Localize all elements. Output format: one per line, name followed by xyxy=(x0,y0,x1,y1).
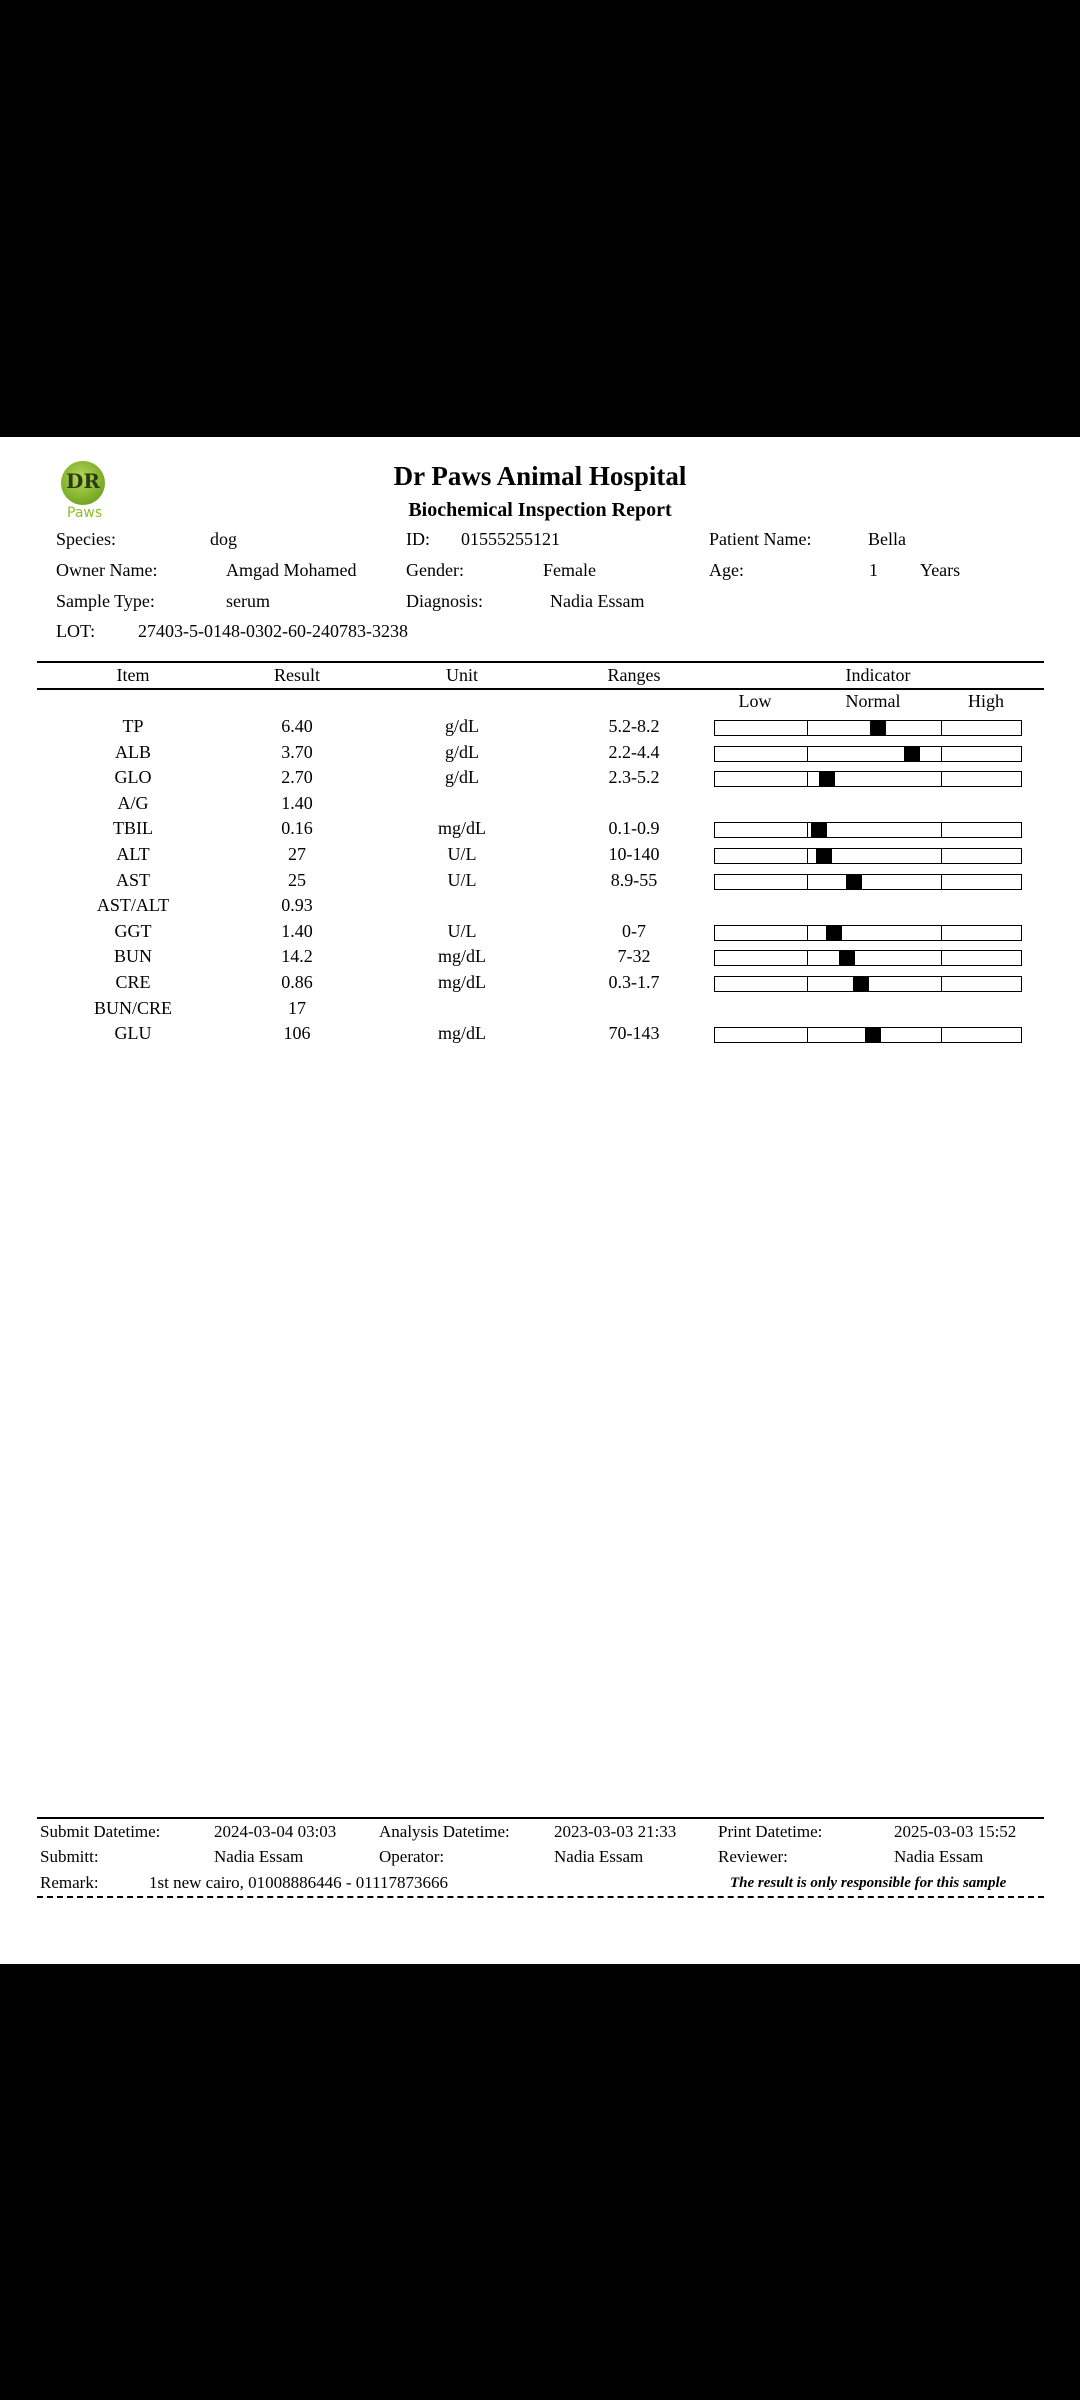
indicator-bar xyxy=(714,874,1022,890)
row-range: 0-7 xyxy=(622,921,646,941)
normal-high-divider xyxy=(941,874,942,890)
low-normal-divider xyxy=(807,822,808,838)
indicator-marker xyxy=(904,746,920,762)
row-unit: mg/dL xyxy=(438,818,486,838)
indicator-marker xyxy=(826,925,842,941)
diagnosis-value: Nadia Essam xyxy=(550,591,645,611)
indicator-bar xyxy=(714,1027,1022,1043)
table-top-rule xyxy=(37,661,1044,663)
low-normal-divider xyxy=(807,925,808,941)
footer-rule xyxy=(37,1817,1044,1819)
row-result: 0.16 xyxy=(281,818,313,838)
id-value: 01555255121 xyxy=(461,529,560,549)
row-range: 70-143 xyxy=(608,1023,660,1043)
low-normal-divider xyxy=(807,720,808,736)
row-range: 0.3-1.7 xyxy=(608,972,660,992)
row-result: 3.70 xyxy=(281,742,313,762)
operator-label: Operator: xyxy=(379,1847,445,1866)
lot-label: LOT: xyxy=(56,621,96,641)
subheader-normal: Normal xyxy=(845,691,901,711)
owner-value: Amgad Mohamed xyxy=(226,560,357,580)
low-normal-divider xyxy=(807,771,808,787)
table-header-rule xyxy=(37,688,1044,690)
footer-dashed-rule xyxy=(37,1896,1044,1898)
indicator-bar xyxy=(714,771,1022,787)
row-result: 0.86 xyxy=(281,972,313,992)
submitter-label: Submitt: xyxy=(40,1847,99,1866)
row-result: 25 xyxy=(288,870,306,890)
hospital-name: Dr Paws Animal Hospital xyxy=(393,461,687,491)
low-normal-divider xyxy=(807,976,808,992)
normal-high-divider xyxy=(941,771,942,787)
row-range: 8.9-55 xyxy=(610,870,658,890)
row-result: 106 xyxy=(283,1023,311,1043)
normal-high-divider xyxy=(941,822,942,838)
analysis-datetime-label: Analysis Datetime: xyxy=(379,1822,510,1841)
lot-value: 27403-5-0148-0302-60-240783-3238 xyxy=(138,621,408,641)
row-range: 10-140 xyxy=(608,844,660,864)
indicator-marker xyxy=(846,874,862,890)
row-result: 27 xyxy=(288,844,306,864)
row-range: 2.2-4.4 xyxy=(608,742,660,762)
submitter-value: Nadia Essam xyxy=(214,1847,304,1866)
gender-value: Female xyxy=(543,560,596,580)
row-item: ALB xyxy=(115,742,151,762)
indicator-bar xyxy=(714,720,1022,736)
row-unit: mg/dL xyxy=(438,972,486,992)
normal-high-divider xyxy=(941,925,942,941)
row-unit: U/L xyxy=(447,870,477,890)
row-item: AST xyxy=(115,870,150,890)
subheader-low: Low xyxy=(738,691,772,711)
row-item: TP xyxy=(122,716,144,736)
print-datetime-label: Print Datetime: xyxy=(718,1822,823,1841)
diagnosis-label: Diagnosis: xyxy=(406,591,484,611)
normal-high-divider xyxy=(941,720,942,736)
gender-label: Gender: xyxy=(406,560,464,580)
row-result: 1.40 xyxy=(281,793,313,813)
row-unit: g/dL xyxy=(445,767,479,787)
normal-high-divider xyxy=(941,746,942,762)
reviewer-label: Reviewer: xyxy=(718,1847,788,1866)
row-item: TBIL xyxy=(113,818,153,838)
row-item: GGT xyxy=(114,921,152,941)
indicator-bar xyxy=(714,925,1022,941)
indicator-bar xyxy=(714,976,1022,992)
row-unit: U/L xyxy=(447,921,477,941)
row-result: 14.2 xyxy=(281,946,313,966)
row-result: 17 xyxy=(288,998,306,1018)
header-indicator: Indicator xyxy=(845,665,911,685)
row-result: 0.93 xyxy=(281,895,313,915)
owner-label: Owner Name: xyxy=(56,560,158,580)
row-item: CRE xyxy=(115,972,151,992)
row-item: GLO xyxy=(114,767,152,787)
header-ranges: Ranges xyxy=(607,665,661,685)
submit-datetime-value: 2024-03-04 03:03 xyxy=(214,1822,337,1841)
remark-label: Remark: xyxy=(40,1873,99,1892)
operator-value: Nadia Essam xyxy=(554,1847,644,1866)
submit-datetime-label: Submit Datetime: xyxy=(40,1822,161,1841)
subheader-high: High xyxy=(968,691,1004,711)
indicator-marker xyxy=(870,720,886,736)
print-datetime-value: 2025-03-03 15:52 xyxy=(894,1822,1017,1841)
indicator-marker xyxy=(816,848,832,864)
row-range: 5.2-8.2 xyxy=(608,716,660,736)
indicator-marker xyxy=(839,950,855,966)
indicator-marker xyxy=(853,976,869,992)
row-range: 2.3-5.2 xyxy=(608,767,660,787)
row-item: ALT xyxy=(116,844,150,864)
report-page xyxy=(0,437,1080,1964)
normal-high-divider xyxy=(941,1027,942,1043)
analysis-datetime-value: 2023-03-03 21:33 xyxy=(554,1822,677,1841)
row-range: 7-32 xyxy=(617,946,651,966)
indicator-bar xyxy=(714,822,1022,838)
row-result: 1.40 xyxy=(281,921,313,941)
age-unit: Years xyxy=(920,560,961,580)
id-label: ID: xyxy=(406,529,430,549)
indicator-bar xyxy=(714,950,1022,966)
age-value: 1 xyxy=(869,560,878,580)
indicator-marker xyxy=(819,771,835,787)
reviewer-value: Nadia Essam xyxy=(894,1847,984,1866)
row-unit: g/dL xyxy=(445,742,479,762)
row-result: 6.40 xyxy=(281,716,313,736)
row-range: 0.1-0.9 xyxy=(608,818,660,838)
logo-subtext: Paws xyxy=(67,505,103,521)
normal-high-divider xyxy=(941,848,942,864)
indicator-bar xyxy=(714,848,1022,864)
low-normal-divider xyxy=(807,1027,808,1043)
row-item: GLU xyxy=(114,1023,152,1043)
sample-type-value: serum xyxy=(226,591,270,611)
row-unit: mg/dL xyxy=(438,1023,486,1043)
patient-name-value: Bella xyxy=(868,529,906,549)
report-title: Biochemical Inspection Report xyxy=(408,499,672,521)
row-item: BUN/CRE xyxy=(93,998,172,1018)
sample-type-label: Sample Type: xyxy=(56,591,155,611)
low-normal-divider xyxy=(807,746,808,762)
indicator-marker xyxy=(811,822,827,838)
normal-high-divider xyxy=(941,950,942,966)
row-item: A/G xyxy=(117,793,149,813)
low-normal-divider xyxy=(807,874,808,890)
header-unit: Unit xyxy=(445,665,478,685)
age-label: Age: xyxy=(709,560,744,580)
indicator-bar xyxy=(714,746,1022,762)
disclaimer: The result is only responsible for this sample xyxy=(730,1875,1007,1891)
row-unit: g/dL xyxy=(445,716,479,736)
low-normal-divider xyxy=(807,950,808,966)
low-normal-divider xyxy=(807,848,808,864)
remark-value: 1st new cairo, 01008886446 - 01117873666 xyxy=(149,1873,449,1892)
species-value: dog xyxy=(210,529,237,549)
row-item: BUN xyxy=(113,946,152,966)
row-unit: U/L xyxy=(447,844,477,864)
species-label: Species: xyxy=(56,529,116,549)
row-unit: mg/dL xyxy=(438,946,486,966)
header-item: Item xyxy=(116,665,150,685)
logo-text: DR xyxy=(66,469,100,493)
header-result: Result xyxy=(273,665,320,685)
patient-name-label: Patient Name: xyxy=(709,529,812,549)
row-item: AST/ALT xyxy=(96,895,170,915)
indicator-marker xyxy=(865,1027,881,1043)
row-result: 2.70 xyxy=(281,767,313,787)
normal-high-divider xyxy=(941,976,942,992)
